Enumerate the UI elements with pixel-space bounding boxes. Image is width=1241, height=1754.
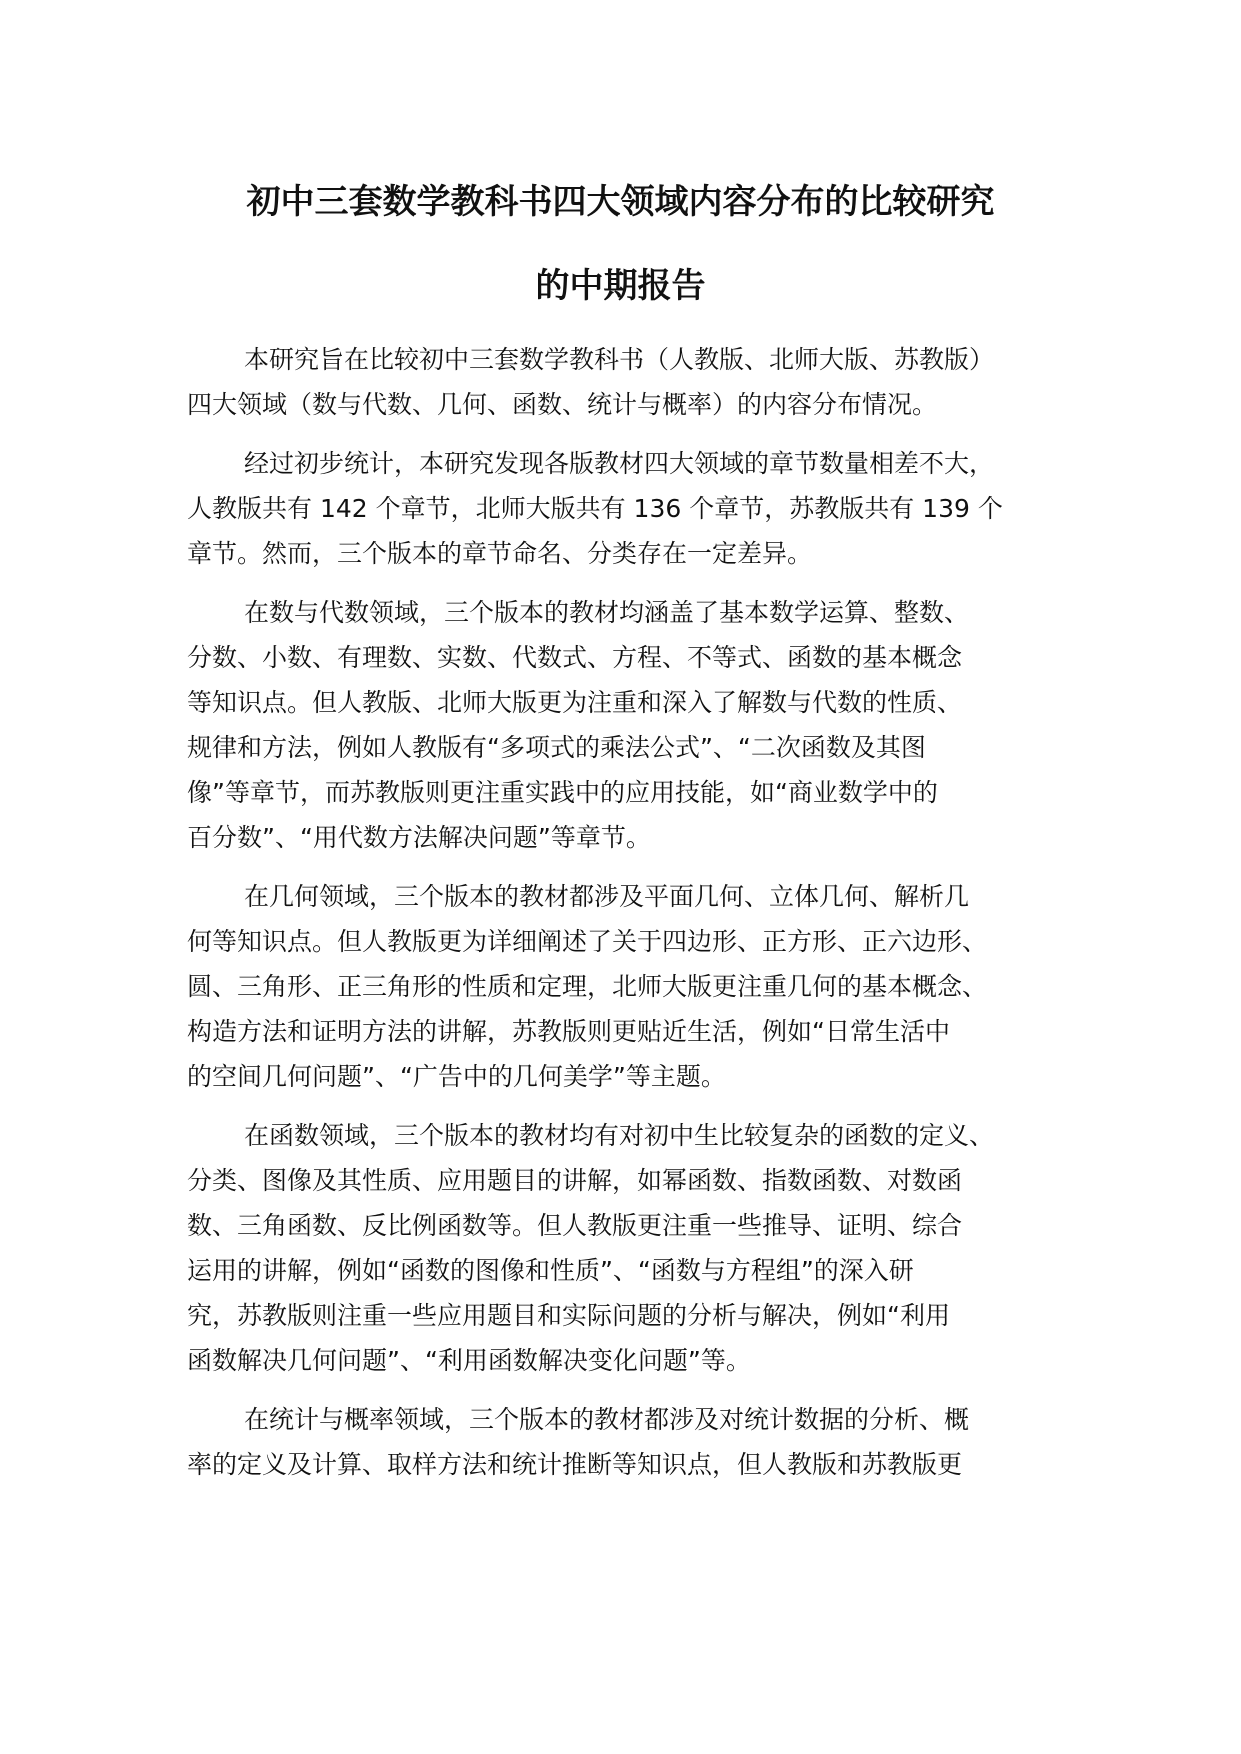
- paragraph-line: 率的定义及计算、取样方法和统计推断等知识点，但人教版和苏教版更: [187, 1450, 963, 1479]
- paragraph: [187, 590, 1087, 860]
- paragraph-line: 运用的讲解，例如“函数的图像和性质”、“函数与方程组”的深入研: [187, 1256, 914, 1285]
- paragraph-line: 函数解决几何问题”、“利用函数解决变化问题”等。: [187, 1346, 751, 1375]
- paragraph-line: 在几何领域，三个版本的教材都涉及平面几何、立体几何、解析几: [244, 882, 970, 911]
- paragraph-line: 在统计与概率领域，三个版本的教材都涉及对统计数据的分析、概: [244, 1405, 970, 1434]
- paragraph-line: 数、三角函数、反比例函数等。但人教版更注重一些推导、证明、综合: [187, 1211, 963, 1240]
- paragraph-line: 章节。然而，三个版本的章节命名、分类存在一定差异。: [187, 539, 813, 568]
- paragraph-line: 究，苏教版则注重一些应用题目和实际问题的分析与解决，例如“利用: [187, 1301, 950, 1330]
- document-title-line-2: 的中期报告: [535, 266, 706, 306]
- paragraph-line: 像”等章节，而苏教版则更注重实践中的应用技能，如“商业数学中的: [187, 778, 938, 807]
- paragraph-line: 分数、小数、有理数、实数、代数式、方程、不等式、函数的基本概念: [187, 643, 963, 672]
- paragraph-line: 在数与代数领域，三个版本的教材均涵盖了基本数学运算、整数、: [244, 598, 970, 627]
- paragraph-line: 构造方法和证明方法的讲解，苏教版则更贴近生活，例如“日常生活中: [187, 1017, 950, 1046]
- document-body: [187, 337, 1087, 1487]
- document-title-line-1: 初中三套数学教科书四大领域内容分布的比较研究: [246, 182, 995, 222]
- paragraph: [187, 1397, 1087, 1487]
- paragraph-line: 四大领域（数与代数、几何、函数、统计与概率）的内容分布情况。: [187, 390, 938, 419]
- paragraph: [187, 441, 1087, 576]
- paragraph-line: 在函数领域，三个版本的教材均有对初中生比较复杂的函数的定义、: [244, 1121, 995, 1150]
- paragraph-line: 人教版共有 142 个章节，北师大版共有 136 个章节，苏教版共有 139 个: [187, 494, 1003, 523]
- paragraph-line: 经过初步统计，本研究发现各版教材四大领域的章节数量相差不大，: [244, 449, 995, 478]
- paragraph-line: 分类、图像及其性质、应用题目的讲解，如幂函数、指数函数、对数函: [187, 1166, 963, 1195]
- paragraph-line: 等知识点。但人教版、北师大版更为注重和深入了解数与代数的性质、: [187, 688, 963, 717]
- paragraph-line: 本研究旨在比较初中三套数学教科书（人教版、北师大版、苏教版）: [244, 345, 995, 374]
- paragraph: [187, 337, 1087, 427]
- paragraph: [187, 1113, 1087, 1383]
- paragraph-line: 圆、三角形、正三角形的性质和定理，北师大版更注重几何的基本概念、: [187, 972, 988, 1001]
- paragraph-line: 规律和方法，例如人教版有“多项式的乘法公式”、“二次函数及其图: [187, 733, 926, 762]
- paragraph-line: 的空间几何问题”、“广告中的几何美学”等主题。: [187, 1062, 726, 1091]
- paragraph-line: 何等知识点。但人教版更为详细阐述了关于四边形、正方形、正六边形、: [187, 927, 988, 956]
- paragraph-line: 百分数”、“用代数方法解决问题”等章节。: [187, 823, 651, 852]
- paragraph: [187, 874, 1087, 1099]
